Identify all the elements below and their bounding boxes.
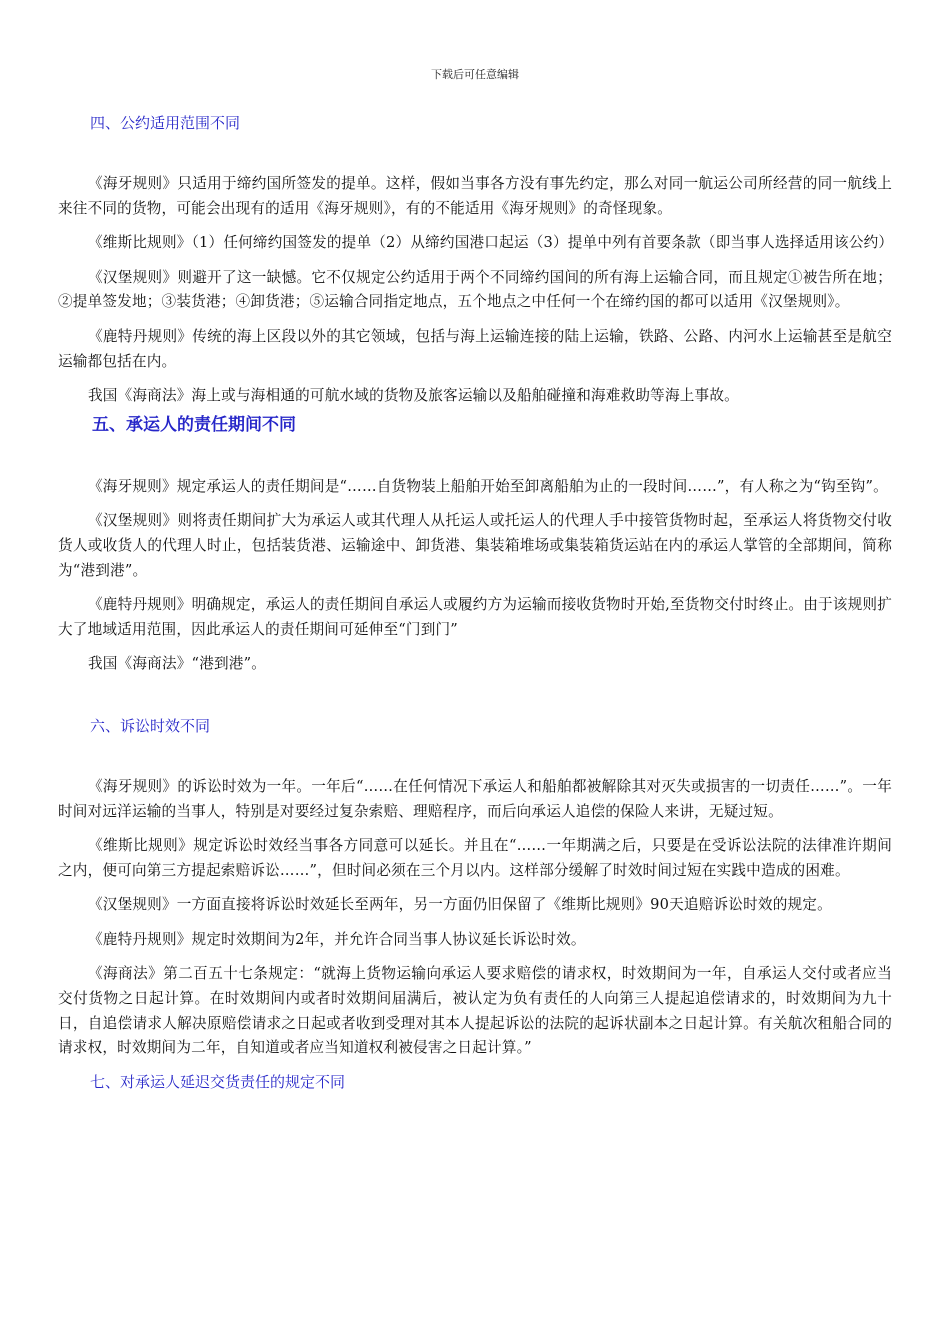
section-5-para-1: 《海牙规则》规定承运人的责任期间是“……自货物装上船舶开始至卸离船舶为止的一段时间……”，有人称之为“钩至钩”。 [88,477,888,495]
section-6-title: 六、诉讼时效不同 [90,716,211,735]
section-6-para-4: 《鹿特丹规则》规定时效期间为2年，并允许合同当事人协议延长诉讼时效。 [88,930,586,948]
section-5-title: 五、承运人的责任期间不同 [92,414,296,435]
page-header: 下载后可任意编辑 [431,68,519,81]
section-6-para-2: 《维斯比规则》规定诉讼时效经当事各方同意可以延长。并且在“……一年期满之后，只要是在受诉讼法院的法律准许期间之内，便可向第三方提起索赔诉讼……”，但时间必须在三个月以内。这样部分缓解了时效时间过短在实践中造成的困难。 [58,837,892,879]
section-6-para-3: 《汉堡规则》一方面直接将诉讼时效延长至两年，另一方面仍旧保留了《维斯比规则》90天追赔诉讼时效的规定。 [88,896,832,914]
section-6-para-1: 《海牙规则》的诉讼时效为一年。一年后“……在任何情况下承运人和船舶都被解除其对灭失或损害的一切责任……”。一年时间对远洋运输的当事人，特别是对要经过复杂索赔、理赔程序，而后向承运人追偿的保险人来讲，无疑过短。 [58,777,892,820]
section-4-title: 四、公约适用范围不同 [90,114,241,132]
section-5-para-3: 《鹿特丹规则》明确规定，承运人的责任期间自承运人或履约方为运输而接收货物时开始,至货物交付时终止。由于该规则扩大了地域适用范围，因此承运人的责任期间可延伸至“门到门” [58,596,892,638]
section-5-para-2: 《汉堡规则》则将责任期间扩大为承运人或其代理人从托运人或托运人的代理人手中接管货物时起，至承运人将货物交付收货人或收货人的代理人时止，包括装货港、运输途中、卸货港、集装箱堆场或集装箱货运站在内的承运人掌管的全部期间，简称为“港到港”。 [58,512,892,579]
section-6-para-5: 《海商法》第二百五十七条规定：“就海上货物运输向承运人要求赔偿的请求权，时效期间为一年，自承运人交付或者应当交付货物之日起计算。在时效期间内或者时效期间届满后，被认定为负有责任的人向第三人提起追偿请求的，时效期间为九十日，自追偿请求人解决原赔偿请求之日起或者收到受理对其本人提起诉讼的法院的起诉状副本之日起计算。有关航次租船合同的请求权，时效期间为二年，自知道或者应当知道权利被侵害之日起计算。” [58,965,892,1057]
section-5-para-4: 我国《海商法》“港到港”。 [88,655,267,673]
section-4-para-4: 《鹿特丹规则》传统的海上区段以外的其它领域，包括与海上运输连接的陆上运输，铁路、公路、内河水上运输甚至是航空运输都包括在内。 [58,327,892,370]
section-7-title: 七、对承运人延迟交货责任的规定不同 [90,1072,346,1091]
section-4-para-5: 我国《海商法》海上或与海相通的可航水域的货物及旅客运输以及船舶碰撞和海难救助等海上事故。 [88,387,739,405]
section-4-para-1: 《海牙规则》只适用于缔约国所签发的提单。这样，假如当事各方没有事先约定，那么对同一航运公司所经营的同一航线上来往不同的货物，可能会出现有的适用《海牙规则》，有的不能适用《海牙规则》的奇怪现象。 [58,175,892,217]
section-4-para-2: 《维斯比规则》（1）任何缔约国签发的提单（2）从缔约国港口起运（3）提单中列有首要条款（即当事人选择适用该公约） [88,234,894,252]
section-4-para-3: 《汉堡规则》则避开了这一缺憾。它不仅规定公约适用于两个不同缔约国间的所有海上运输合同，而且规定①被告所在地；②提单签发地；③装货港；④卸货港；⑤运输合同指定地点，五个地点之中任何一个在缔约国的都可以适用《汉堡规则》。 [58,268,892,311]
document-body [58,112,892,1093]
